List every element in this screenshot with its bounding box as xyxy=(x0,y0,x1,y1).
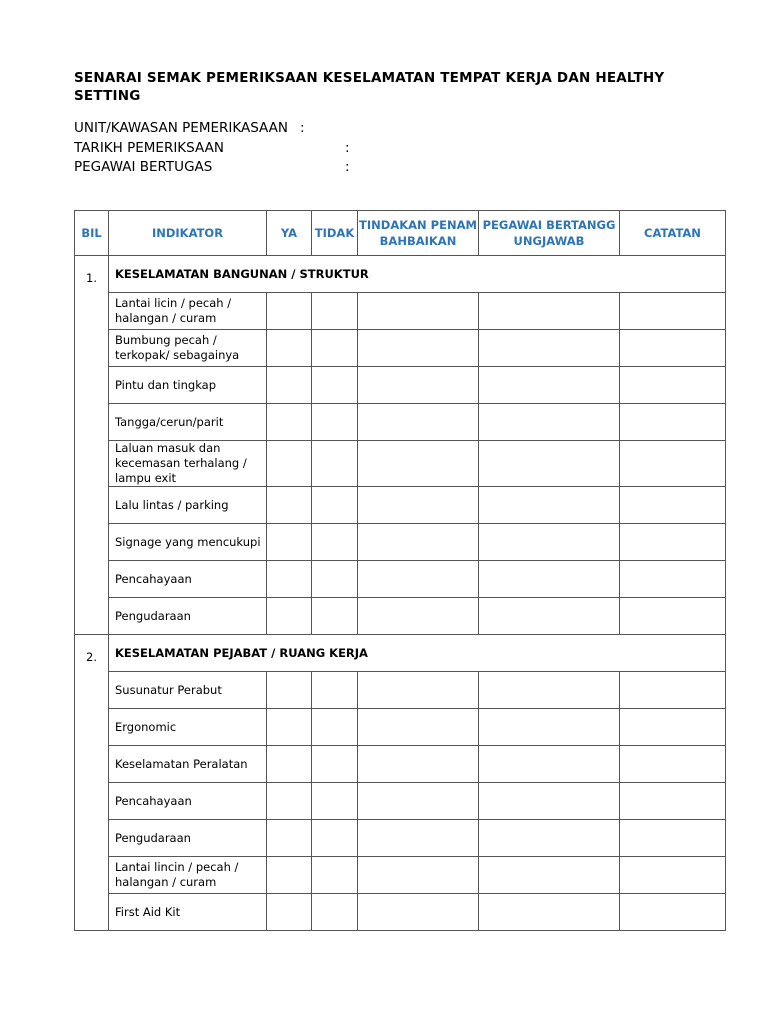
pegawai-cell[interactable] xyxy=(479,367,620,404)
catatan-cell[interactable] xyxy=(620,783,726,820)
ya-cell[interactable] xyxy=(267,672,312,709)
header-bil: BIL xyxy=(75,211,109,256)
checklist-table xyxy=(74,210,726,931)
section-row xyxy=(75,635,726,672)
ya-cell[interactable] xyxy=(267,598,312,635)
catatan-cell[interactable] xyxy=(620,598,726,635)
catatan-cell[interactable] xyxy=(620,441,726,487)
meta-label: TARIKH PEMERIKSAAN xyxy=(74,140,224,156)
pegawai-cell[interactable] xyxy=(479,404,620,441)
header-indikator: INDIKATOR xyxy=(109,211,267,256)
indikator-cell: Keselamatan Peralatan xyxy=(109,746,267,783)
tindakan-cell[interactable] xyxy=(358,524,479,561)
ya-cell[interactable] xyxy=(267,894,312,931)
pegawai-cell[interactable] xyxy=(479,672,620,709)
ya-cell[interactable] xyxy=(267,783,312,820)
ya-cell[interactable] xyxy=(267,293,312,330)
indikator-cell: First Aid Kit xyxy=(109,894,267,931)
pegawai-cell[interactable] xyxy=(479,330,620,367)
tindakan-cell[interactable] xyxy=(358,330,479,367)
pegawai-cell[interactable] xyxy=(479,894,620,931)
meta-colon: : xyxy=(345,140,350,156)
catatan-cell[interactable] xyxy=(620,487,726,524)
header-tidak: TIDAK xyxy=(312,211,358,256)
tidak-cell[interactable] xyxy=(312,404,358,441)
indikator-cell: Signage yang mencukupi xyxy=(109,524,267,561)
table-row xyxy=(75,894,726,931)
header-row xyxy=(75,211,726,256)
table-row xyxy=(75,330,726,367)
meta-label: PEGAWAI BERTUGAS xyxy=(74,159,213,175)
indikator-cell: Lantai lincin / pecah / halangan / curam xyxy=(109,857,267,894)
header-tindakan: TINDAKAN PENAMBAHBAIKAN xyxy=(358,211,479,256)
indikator-cell: Pencahayaan xyxy=(109,561,267,598)
tindakan-cell[interactable] xyxy=(358,783,479,820)
tidak-cell[interactable] xyxy=(312,820,358,857)
tidak-cell[interactable] xyxy=(312,672,358,709)
indikator-cell: Pengudaraan xyxy=(109,598,267,635)
catatan-cell[interactable] xyxy=(620,820,726,857)
table-row xyxy=(75,598,726,635)
tindakan-cell[interactable] xyxy=(358,894,479,931)
ya-cell[interactable] xyxy=(267,524,312,561)
tidak-cell[interactable] xyxy=(312,857,358,894)
table-row xyxy=(75,524,726,561)
pegawai-cell[interactable] xyxy=(479,561,620,598)
ya-cell[interactable] xyxy=(267,820,312,857)
indikator-cell: Lantai licin / pecah / halangan / curam xyxy=(109,293,267,330)
tidak-cell[interactable] xyxy=(312,783,358,820)
indikator-cell: Tangga/cerun/parit xyxy=(109,404,267,441)
table-row xyxy=(75,783,726,820)
table-row xyxy=(75,441,726,487)
table-row xyxy=(75,820,726,857)
tindakan-cell[interactable] xyxy=(358,561,479,598)
pegawai-cell[interactable] xyxy=(479,487,620,524)
pegawai-cell[interactable] xyxy=(479,441,620,487)
meta-colon: : xyxy=(345,159,350,175)
tindakan-cell[interactable] xyxy=(358,441,479,487)
pegawai-cell[interactable] xyxy=(479,783,620,820)
document-title: SENARAI SEMAK PEMERIKSAAN KESELAMATAN TEMPAT KERJA DAN HEALTHY SETTING xyxy=(74,70,665,104)
catatan-cell[interactable] xyxy=(620,561,726,598)
section-row xyxy=(75,256,726,293)
catatan-cell[interactable] xyxy=(620,672,726,709)
ya-cell[interactable] xyxy=(267,709,312,746)
table-row xyxy=(75,672,726,709)
tidak-cell[interactable] xyxy=(312,524,358,561)
tindakan-cell[interactable] xyxy=(358,293,479,330)
meta-label: UNIT/KAWASAN PEMERIKASAAN xyxy=(74,120,288,136)
table-row xyxy=(75,367,726,404)
tindakan-cell[interactable] xyxy=(358,404,479,441)
tidak-cell[interactable] xyxy=(312,367,358,404)
tidak-cell[interactable] xyxy=(312,487,358,524)
catatan-cell[interactable] xyxy=(620,857,726,894)
table-row xyxy=(75,293,726,330)
ya-cell[interactable] xyxy=(267,441,312,487)
tindakan-cell[interactable] xyxy=(358,857,479,894)
indikator-cell: Bumbung pecah / terkopak/ sebagainya xyxy=(109,330,267,367)
ya-cell[interactable] xyxy=(267,330,312,367)
indikator-cell: Pengudaraan xyxy=(109,820,267,857)
catatan-cell[interactable] xyxy=(620,746,726,783)
ya-cell[interactable] xyxy=(267,746,312,783)
section-number: 2. xyxy=(75,635,109,931)
catatan-cell[interactable] xyxy=(620,894,726,931)
table-row xyxy=(75,857,726,894)
tidak-cell[interactable] xyxy=(312,561,358,598)
indikator-cell: Ergonomic xyxy=(109,709,267,746)
ya-cell[interactable] xyxy=(267,487,312,524)
indikator-cell: Susunatur Perabut xyxy=(109,672,267,709)
indikator-cell: Pencahayaan xyxy=(109,783,267,820)
ya-cell[interactable] xyxy=(267,561,312,598)
catatan-cell[interactable] xyxy=(620,709,726,746)
tidak-cell[interactable] xyxy=(312,894,358,931)
tidak-cell[interactable] xyxy=(312,746,358,783)
catatan-cell[interactable] xyxy=(620,404,726,441)
table-row xyxy=(75,746,726,783)
tidak-cell[interactable] xyxy=(312,330,358,367)
tindakan-cell[interactable] xyxy=(358,598,479,635)
ya-cell[interactable] xyxy=(267,857,312,894)
tidak-cell[interactable] xyxy=(312,709,358,746)
catatan-cell[interactable] xyxy=(620,367,726,404)
table-row xyxy=(75,709,726,746)
pegawai-cell[interactable] xyxy=(479,820,620,857)
pegawai-cell[interactable] xyxy=(479,857,620,894)
indikator-cell: Pintu dan tingkap xyxy=(109,367,267,404)
table-row xyxy=(75,561,726,598)
table-row xyxy=(75,404,726,441)
tidak-cell[interactable] xyxy=(312,441,358,487)
tindakan-cell[interactable] xyxy=(358,746,479,783)
indikator-cell: Laluan masuk dan kecemasan terhalang / lampu exit xyxy=(109,441,267,487)
section-title: KESELAMATAN BANGUNAN / STRUKTUR xyxy=(109,256,726,293)
table-row xyxy=(75,487,726,524)
pegawai-cell[interactable] xyxy=(479,709,620,746)
tidak-cell[interactable] xyxy=(312,598,358,635)
header-ya: YA xyxy=(267,211,312,256)
section-title: KESELAMATAN PEJABAT / RUANG KERJA xyxy=(109,635,726,672)
tindakan-cell[interactable] xyxy=(358,487,479,524)
catatan-cell[interactable] xyxy=(620,330,726,367)
pegawai-cell[interactable] xyxy=(479,746,620,783)
catatan-cell[interactable] xyxy=(620,524,726,561)
ya-cell[interactable] xyxy=(267,404,312,441)
indikator-cell: Lalu lintas / parking xyxy=(109,487,267,524)
tidak-cell[interactable] xyxy=(312,293,358,330)
tindakan-cell[interactable] xyxy=(358,820,479,857)
pegawai-cell[interactable] xyxy=(479,293,620,330)
header-catatan: CATATAN xyxy=(620,211,726,256)
ya-cell[interactable] xyxy=(267,367,312,404)
pegawai-cell[interactable] xyxy=(479,524,620,561)
pegawai-cell[interactable] xyxy=(479,598,620,635)
meta-colon: : xyxy=(300,120,305,136)
header-pegawai: PEGAWAI BERTANGGUNGJAWAB xyxy=(479,211,620,256)
catatan-cell[interactable] xyxy=(620,293,726,330)
section-number: 1. xyxy=(75,256,109,635)
tindakan-cell[interactable] xyxy=(358,672,479,709)
tindakan-cell[interactable] xyxy=(358,367,479,404)
tindakan-cell[interactable] xyxy=(358,709,479,746)
